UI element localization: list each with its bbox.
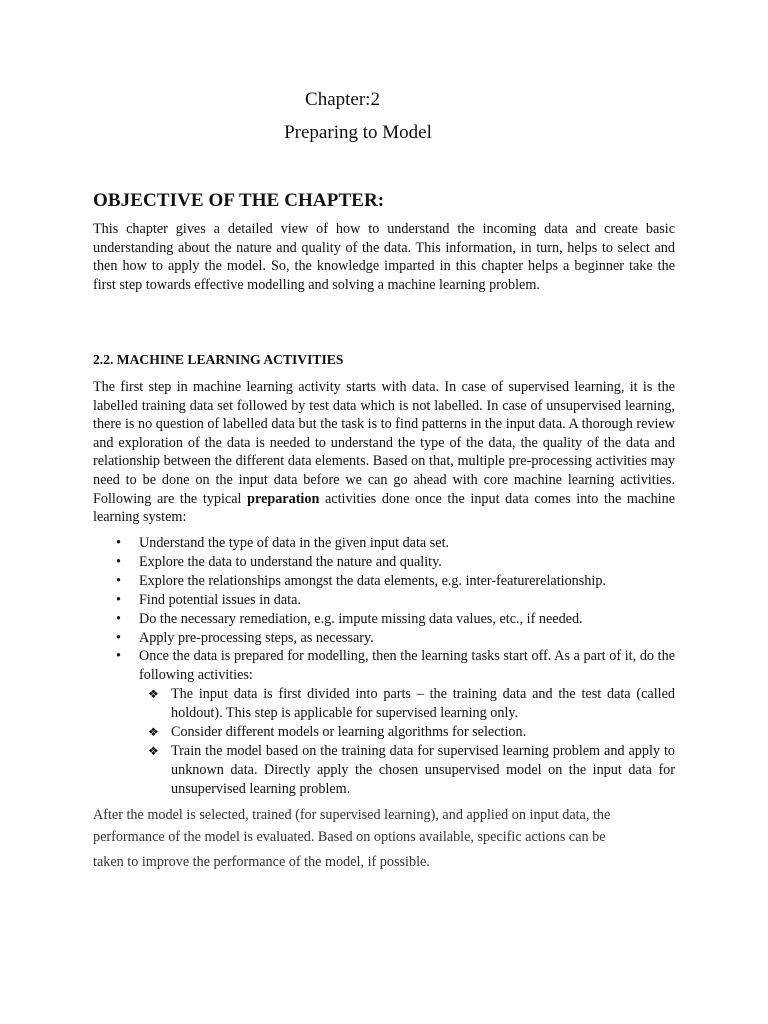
list-item <box>93 534 675 553</box>
sub-list-item <box>139 685 675 723</box>
bullet-icon: • <box>116 572 121 589</box>
list-item-text: Explore the data to understand the nature and quality. <box>139 553 442 570</box>
section-paragraph-bold: preparation <box>247 490 320 507</box>
bullet-icon: • <box>116 535 121 551</box>
list-item <box>93 572 675 591</box>
sub-list-item <box>139 742 675 799</box>
list-item <box>93 610 675 629</box>
activity-list <box>93 534 675 799</box>
list-item-text: Do the necessary remediation, e.g. impute missing data values, etc., if needed. <box>139 610 583 627</box>
list-item <box>93 591 675 610</box>
list-item <box>93 553 675 572</box>
closing-line-2: performance of the model is evaluated. Based on options available, specific actions can be <box>93 829 606 845</box>
bullet-icon: • <box>116 629 121 646</box>
chapter-number: Chapter:2 <box>305 89 380 110</box>
list-item <box>93 647 675 798</box>
objective-heading: OBJECTIVE OF THE CHAPTER: <box>93 190 385 211</box>
chapter-title: Preparing to Model <box>284 122 432 143</box>
objective-paragraph: This chapter gives a detailed view of how to understand the incoming data and create basic understanding about the nature and quality of the data. This information, in turn, helps to select and then how to apply the model. So, the knowledge imparted in this chapter helps a beginner take the first step towards effective modelling and solving a machine learning problem. <box>93 221 675 293</box>
closing-paragraph <box>93 804 673 873</box>
section-paragraph-text-end: activities done once the input data comes into the machine learning system: <box>93 490 675 526</box>
section-heading: 2.2. MACHINE LEARNING ACTIVITIES <box>93 352 344 367</box>
bullet-icon: • <box>116 553 121 570</box>
list-item-text: Apply pre-processing steps, as necessary. <box>139 629 374 646</box>
list-item-text: Explore the relationships amongst the data elements, e.g. inter-featurerelationship. <box>139 572 606 589</box>
list-item-text: Find potential issues in data. <box>139 591 301 608</box>
bullet-icon: • <box>116 648 121 665</box>
bullet-icon: • <box>116 591 121 608</box>
diamond-bullet-icon: ❖ <box>148 687 159 702</box>
diamond-bullet-icon: ❖ <box>148 725 159 740</box>
sub-list-item-text: Train the model based on the training data for supervised learning problem and apply to unknown data. Directly apply the chosen unsupervised model on the input data for unsupervised learning problem. <box>171 742 675 797</box>
list-item-text: Understand the type of data in the given input data set. <box>139 535 450 551</box>
sub-list-item <box>139 723 675 742</box>
sub-activity-list <box>139 685 675 798</box>
section-paragraph <box>93 378 675 527</box>
section-paragraph-text: The first step in machine learning activity starts with data. In case of supervised learning, it is the labelled training data set followed by test data which is not labelled. In case of unsupervised learning, there is no question of labelled data but the task is to find patterns in the input data. A thorough review and exploration of the data is needed to understand the type of the data, the quality of the data and relationship between the different data elements. Based on that, multiple pre-processing activities may need to be done on the input data before we can go ahead with core machine learning activities. Following are the typical <box>93 379 675 507</box>
closing-line-1: After the model is selected, trained (for supervised learning), and applied on input data, the <box>93 807 611 823</box>
closing-line-3: taken to improve the performance of the model, if possible. <box>93 854 430 870</box>
sub-list-item-text: Consider different models or learning algorithms for selection. <box>171 724 527 741</box>
sub-list-item-text: The input data is first divided into parts – the training data and the test data (called holdout). This step is applicable for supervised learning only. <box>171 686 675 722</box>
bullet-icon: • <box>116 610 121 627</box>
list-item-text: Once the data is prepared for modelling, then the learning tasks start off. As a part of it, do the following activities: <box>139 648 675 684</box>
diamond-bullet-icon: ❖ <box>148 743 159 758</box>
list-item <box>93 629 675 648</box>
